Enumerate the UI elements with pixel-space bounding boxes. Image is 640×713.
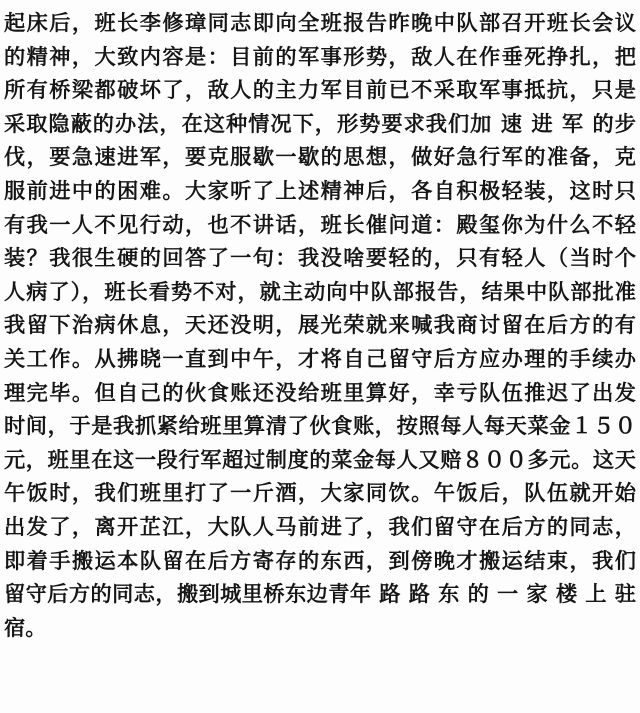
text-line: 留守后方的同志，搬到城里桥东边青年 路 路 东 的 一 家 楼 上 驻	[4, 581, 636, 607]
text-line: 服前进中的困难。大家听了上述精神后，各自积极轻装，这时只	[4, 177, 636, 203]
text-line: 理完毕。但自己的伙食账还没给班里算好，幸亏队伍推迟了出发	[4, 379, 636, 405]
text-line: 时间，于是我抓紧给班里算清了伙食账，按照每人每天菜金１５０	[4, 413, 636, 439]
text-line: 所有桥梁都破坏了，敌人的主力军目前已不采取军事抵抗，只是	[4, 77, 636, 103]
text-line: 出发了，离开芷江，大队人马前进了，我们留守在后方的同志，	[4, 513, 636, 539]
text-line: 伐，要急速进军，要克服歇一歇的思想，做好急行军的准备，克	[4, 144, 636, 170]
text-line: 有我一人不见行动，也不讲话，班长催问道：殿玺你为什么不轻	[4, 211, 636, 237]
text-line: 的精神，大致内容是：目前的军事形势，敌人在作垂死挣扎，把	[4, 43, 636, 69]
text-line: 关工作。从拂晓一直到中午，才将自己留守后方应办理的手续办	[4, 345, 636, 371]
text-line: 午饭时，我们班里打了一斤酒，大家同饮。午饭后，队伍就开始	[4, 480, 636, 506]
text-line: 即着手搬运本队留在后方寄存的东西，到傍晚才搬运结束，我们	[4, 547, 636, 573]
text-line: 起床后，班长李修璋同志即向全班报告昨晚中队部召开班长会议	[4, 10, 636, 35]
text-line: 采取隐蔽的办法，在这种情况下，形势要求我们加 速 进 军 的步	[4, 110, 636, 136]
text-line: 装？我很生硬的回答了一句：我没啥要轻的，只有轻人（当时个	[4, 245, 636, 271]
text-line: 元，班里在这一段行军超过制度的菜金每人又赔８００多元。这天	[4, 446, 636, 472]
text-line: 宿。	[4, 614, 47, 640]
text-line: 人病了），班长看势不对，就主动向中队部报告，结果中队部批准	[4, 278, 636, 304]
body-text	[4, 6, 636, 644]
text-line: 我留下治病休息，天还没明，展光荣就来喊我商讨留在后方的有	[4, 312, 636, 338]
